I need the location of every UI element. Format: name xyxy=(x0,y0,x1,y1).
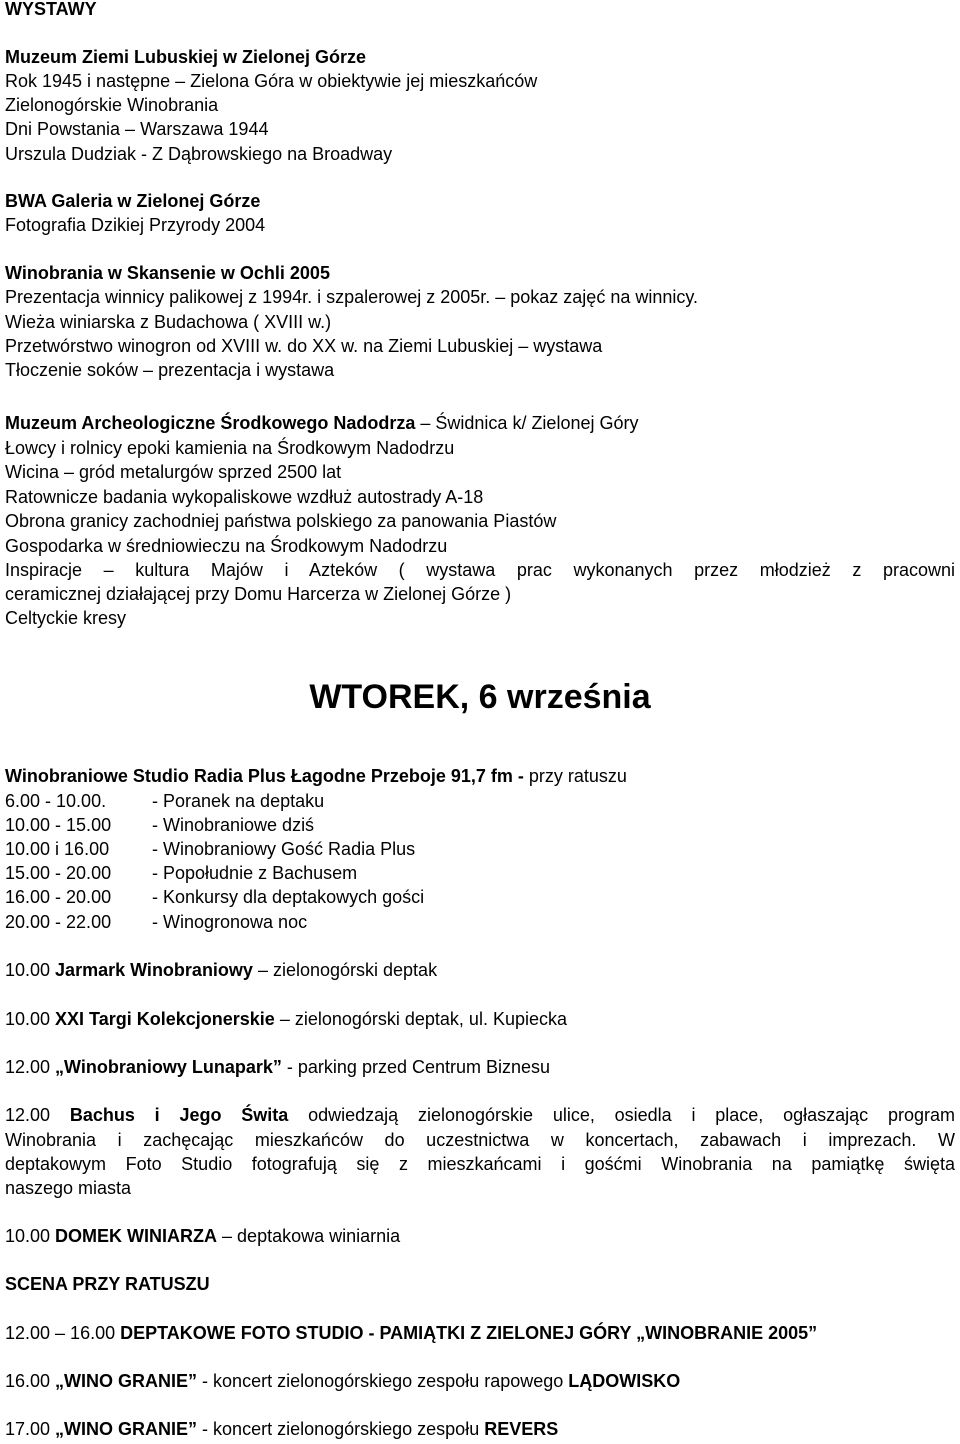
schedule-name: - Konkursy dla deptakowych gości xyxy=(152,887,425,907)
event-location: – zielonogórski deptak, ul. Kupiecka xyxy=(274,1009,567,1029)
event-description: odwiedzają zielonogórskie ulice, osiedla i place, ogłaszając program xyxy=(288,1105,955,1125)
schedule-time: 10.00 i 16.00 xyxy=(5,839,110,859)
schedule-row xyxy=(5,813,314,837)
event-description-line: deptakowym Foto Studio fotografują się z mieszkańcami i gośćmi Winobrania na pamiątkę święta xyxy=(5,1154,955,1174)
event-description-line: Winobrania i zachęcając mieszkańców do uczestnictwa w koncertach, zabawach i imprezach. W xyxy=(5,1130,955,1150)
exhibition-item: Przetwórstwo winogron od XVIII w. do XX w. na Ziemi Lubuskiej – wystawa xyxy=(5,336,603,356)
event-targi xyxy=(5,1007,567,1031)
schedule-name: - Winobraniowe dziś xyxy=(152,815,315,835)
exhibition-item: Prezentacja winnicy palikowej z 1994r. i szpalerowej z 2005r. – pokaz zajęć na winnicy. xyxy=(5,287,699,307)
scena-item xyxy=(5,1321,817,1345)
event-description: - koncert zielonogórskiego zespołu rapowego xyxy=(197,1371,569,1391)
band-name: LĄDOWISKO xyxy=(568,1371,681,1391)
exhibition-item: Dni Powstania – Warszawa 1944 xyxy=(5,119,269,139)
exhibition-item: Wieża winiarska z Budachowa ( XVIII w.) xyxy=(5,312,332,332)
section-heading-wystawy: WYSTAWY xyxy=(5,0,97,19)
event-time: 17.00 xyxy=(5,1419,56,1439)
event-description: - koncert zielonogórskiego zespołu xyxy=(197,1419,485,1439)
exhibition-item: Inspiracje – kultura Majów i Azteków ( wystawa prac wykonanych przez młodzież z pracowni xyxy=(5,560,955,580)
event-description-line: naszego miasta xyxy=(5,1178,132,1198)
event-title: Bachus i Jego Świta xyxy=(69,1105,289,1125)
schedule-name: - Winobraniowy Gość Radia Plus xyxy=(152,839,416,859)
skansen-title: Winobrania w Skansenie w Ochli 2005 xyxy=(5,263,330,283)
exhibition-item: Celtyckie kresy xyxy=(5,608,127,628)
event-bachus xyxy=(5,1103,955,1127)
event-title: „Winobraniowy Lunapark” xyxy=(55,1057,282,1077)
gallery-title: BWA Galeria w Zielonej Górze xyxy=(5,191,261,211)
event-domek xyxy=(5,1224,400,1248)
exhibition-item: Łowcy i rolnicy epoki kamienia na Środkowym Nadodrzu xyxy=(5,438,455,458)
event-time: 10.00 xyxy=(5,1226,56,1246)
exhibition-item: Wicina – gród metalurgów sprzed 2500 lat xyxy=(5,462,342,482)
event-time: 10.00 xyxy=(5,1009,56,1029)
schedule-row xyxy=(5,837,415,861)
event-title: DEPTAKOWE FOTO STUDIO - PAMIĄTKI Z ZIELONEJ GÓRY „WINOBRANIE 2005” xyxy=(120,1323,818,1343)
radio-studio-line xyxy=(5,764,627,788)
schedule-time: 10.00 - 15.00 xyxy=(5,815,112,835)
exhibition-item: Fotografia Dzikiej Przyrody 2004 xyxy=(5,215,266,235)
schedule-time: 6.00 - 10.00. xyxy=(5,791,107,811)
archeo-museum-title: Muzeum Archeologiczne Środkowego Nadodrza xyxy=(5,413,416,433)
event-title: „WINO GRANIE” xyxy=(55,1419,198,1439)
exhibition-item: Zielonogórskie Winobrania xyxy=(5,95,219,115)
event-title: „WINO GRANIE” xyxy=(55,1371,198,1391)
exhibition-item: Tłoczenie soków – prezentacja i wystawa xyxy=(5,360,335,380)
exhibition-item: Gospodarka w średniowieczu na Środkowym Nadodrzu xyxy=(5,536,448,556)
event-title: DOMEK WINIARZA xyxy=(55,1226,218,1246)
event-time: 16.00 xyxy=(5,1371,56,1391)
event-location: - parking przed Centrum Biznesu xyxy=(281,1057,551,1077)
archeo-museum-location: – Świdnica k/ Zielonej Góry xyxy=(415,413,639,433)
scena-item xyxy=(5,1369,680,1393)
schedule-time: 15.00 - 20.00 xyxy=(5,863,112,883)
schedule-time: 16.00 - 20.00 xyxy=(5,887,112,907)
radio-studio-title: Winobraniowe Studio Radia Plus Łagodne Przeboje 91,7 fm - xyxy=(5,766,524,786)
event-jarmark xyxy=(5,958,437,982)
scena-item xyxy=(5,1417,558,1441)
schedule-name: - Popołudnie z Bachusem xyxy=(152,863,358,883)
event-time: 12.00 – 16.00 xyxy=(5,1323,121,1343)
event-time: 12.00 xyxy=(5,1105,70,1125)
scena-heading: SCENA PRZY RATUSZU xyxy=(5,1274,210,1294)
museum-title: Muzeum Ziemi Lubuskiej w Zielonej Górze xyxy=(5,47,367,67)
day-heading: WTOREK, 6 września xyxy=(309,678,651,716)
schedule-row xyxy=(5,910,307,934)
exhibition-item: Rok 1945 i następne – Zielona Góra w obiektywie jej mieszkańców xyxy=(5,71,538,91)
exhibition-item: ceramicznej działającej przy Domu Harcerza w Zielonej Górze ) xyxy=(5,584,512,604)
schedule-name: - Winogronowa noc xyxy=(152,912,308,932)
schedule-time: 20.00 - 22.00 xyxy=(5,912,112,932)
schedule-row xyxy=(5,789,324,813)
band-name: REVERS xyxy=(484,1419,559,1439)
event-title: XXI Targi Kolekcjonerskie xyxy=(55,1009,275,1029)
schedule-row xyxy=(5,861,357,885)
exhibition-item: Urszula Dudziak - Z Dąbrowskiego na Broadway xyxy=(5,144,393,164)
schedule-row xyxy=(5,885,424,909)
event-location: – zielonogórski deptak xyxy=(252,960,438,980)
exhibition-item: Ratownicze badania wykopaliskowe wzdłuż autostrady A-18 xyxy=(5,487,484,507)
event-title: Jarmark Winobraniowy xyxy=(55,960,253,980)
archeo-museum-line xyxy=(5,411,638,435)
event-lunapark xyxy=(5,1055,550,1079)
event-time: 10.00 xyxy=(5,960,56,980)
radio-studio-location: przy ratuszu xyxy=(523,766,627,786)
event-time: 12.00 xyxy=(5,1057,56,1077)
exhibition-item: Obrona granicy zachodniej państwa polskiego za panowania Piastów xyxy=(5,511,557,531)
event-location: – deptakowa winiarnia xyxy=(217,1226,401,1246)
schedule-name: - Poranek na deptaku xyxy=(152,791,325,811)
